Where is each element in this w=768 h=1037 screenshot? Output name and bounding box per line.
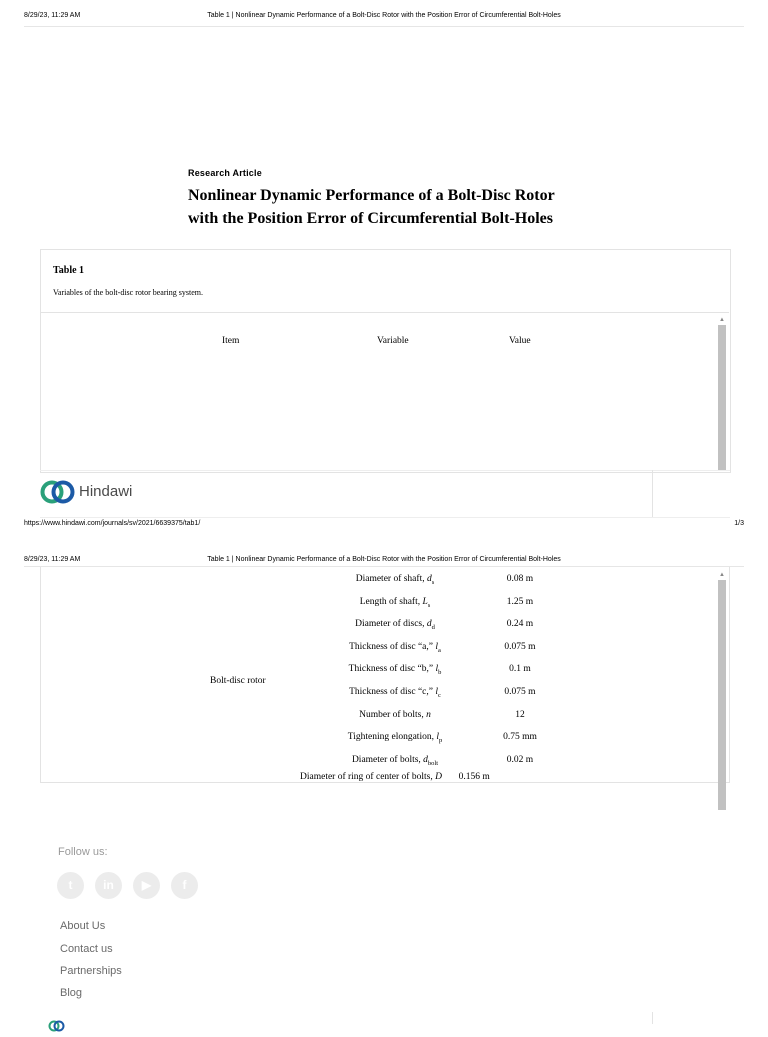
scroll-up-arrow-icon-2[interactable]: ▲ <box>719 572 725 578</box>
print-date: 8/29/23, 11:29 AM <box>24 12 81 19</box>
article-title-line-1: Nonlinear Dynamic Performance of a Bolt-Disc Rotor <box>188 187 555 204</box>
column-header-item: Item <box>222 336 240 346</box>
facebook-icon[interactable]: f <box>171 872 198 899</box>
table-right-border <box>729 567 730 782</box>
article-title-line-2: with the Position Error of Circumferential Bolt-Holes <box>188 210 553 227</box>
table-caption: Variables of the bolt-disc rotor bearing system. <box>53 288 203 297</box>
table-cell-variable: Thickness of disc “c,” $l_c$ <box>349 687 441 699</box>
table-cell-variable: Thickness of disc “a,” $l_a$ <box>349 641 441 654</box>
table-cell-value: 0.08 m <box>506 574 534 584</box>
header-divider-2 <box>24 566 744 567</box>
table-cell-value: 12 <box>515 709 525 720</box>
footer-link-partnerships[interactable]: Partnerships <box>60 965 122 977</box>
footer-link-blog[interactable]: Blog <box>60 987 83 999</box>
print-date-2: 8/29/23, 11:29 AM <box>24 556 81 563</box>
article-title[interactable] <box>188 184 618 230</box>
table-container <box>40 249 731 473</box>
article-type: Research Article <box>188 168 262 178</box>
table-left-border <box>40 567 41 782</box>
brand-bar-divider <box>652 470 653 517</box>
table-cell-variable: Thickness of disc “b,” $l_b$ <box>348 664 442 677</box>
footer-link-about[interactable]: About Us <box>60 920 106 932</box>
print-url: https://www.hindawi.com/journals/sv/2021/6639375/tab1/ <box>24 520 201 527</box>
table-scrollbar[interactable] <box>718 325 726 470</box>
column-header-variable: Variable <box>377 336 409 346</box>
table-cell-variable: Number of bolts, n <box>359 709 431 720</box>
table-cell-value: 0.075 m <box>504 641 536 652</box>
print-title: Table 1 | Nonlinear Dynamic Performance of a Bolt-Disc Rotor with the Position Error of Circumferential Bolt-Holes <box>207 12 561 19</box>
scroll-up-arrow-icon[interactable]: ▲ <box>719 317 725 323</box>
print-title-2: Table 1 | Nonlinear Dynamic Performance of a Bolt-Disc Rotor with the Position Error of Circumferential Bolt-Holes <box>207 556 561 563</box>
table-cell-value: 0.02 m <box>506 754 534 765</box>
table-row-clipped: Diameter of ring of center of bolts, D 0.156 m <box>300 772 490 782</box>
hindawi-logo-icon[interactable] <box>40 479 76 510</box>
hindawi-logo-text[interactable]: Hindawi <box>79 483 133 500</box>
table-label: Table 1 <box>53 265 85 276</box>
footer-divider <box>652 1012 653 1024</box>
table-cell-variable: Diameter of shaft, $d_s$ <box>355 574 435 586</box>
table-cell-variable: Tightening elongation, $l_p$ <box>347 732 443 745</box>
linkedin-icon[interactable]: in <box>95 872 122 899</box>
table-cell-value: 1.25 m <box>506 596 534 607</box>
header-divider <box>24 26 744 27</box>
table-cell-value: 0.075 m <box>504 687 536 697</box>
table-cell-value: 0.75 mm <box>503 732 537 743</box>
brand-bar-bottom <box>40 517 730 518</box>
table-cell-variable: Diameter of bolts, $d_{bolt}$ <box>351 754 439 767</box>
table-cell-value: 0.24 m <box>506 619 534 630</box>
page-number: 1/3 <box>734 520 744 527</box>
caption-divider <box>41 312 729 313</box>
youtube-icon[interactable]: ▶ <box>133 872 160 899</box>
twitter-icon[interactable]: t <box>57 872 84 899</box>
table-cell-variable: Length of shaft, $L_s$ <box>359 596 431 609</box>
follow-us-label: Follow us: <box>58 846 108 858</box>
table-cell-variable: Diameter of discs, $d_d$ <box>355 619 435 632</box>
table-scrollbar-2[interactable] <box>718 580 726 810</box>
footer-link-contact[interactable]: Contact us <box>60 943 113 955</box>
table-cell-value: 0.1 m <box>509 664 531 675</box>
brand-bar-top <box>40 470 730 471</box>
hindawi-logo-icon-footer <box>48 1019 66 1024</box>
table-item-group: Bolt-disc rotor <box>210 676 266 686</box>
column-header-value: Value <box>509 336 531 346</box>
